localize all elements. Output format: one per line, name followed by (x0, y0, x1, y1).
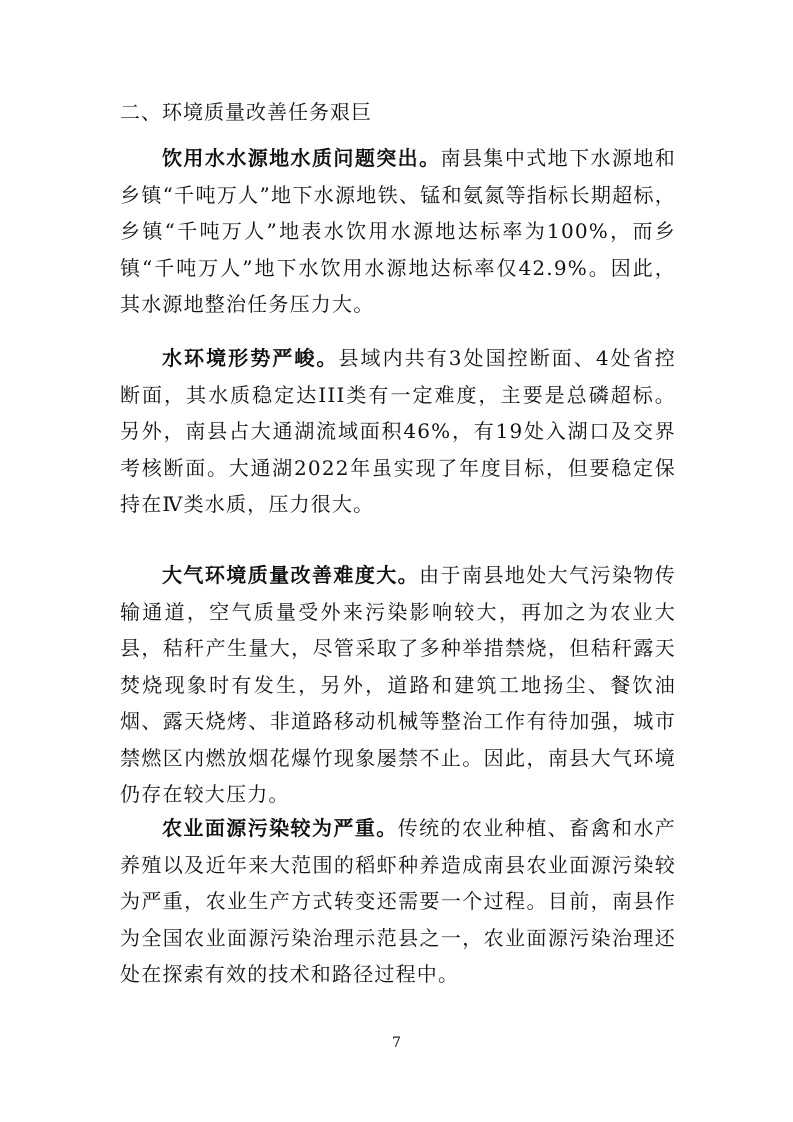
paragraph-agricultural-pollution (120, 810, 676, 993)
paragraph-lead: 农业面源污染较为严重。 (162, 816, 398, 840)
paragraph-lead: 水环境形势严峻。 (162, 346, 339, 370)
paragraph-body: 县域内共有3处国控断面、4处省控断面，其水质稳定达III类有一定难度，主要是总磷超标。另外，南县占大通湖流域面积46%，有19处入湖口及交界考核断面。大通湖2022年虽实现了年度目标，但要稳定保持在Ⅳ类水质，压力很大。 (120, 346, 676, 516)
paragraph-body: 传统的农业种植、畜禽和水产养殖以及近年来大范围的稻虾种养造成南县农业面源污染较为严重，农业生产方式转变还需要一个过程。目前，南县作为全国农业面源污染治理示范县之一，农业面源污染治理还处在探索有效的技术和路径过程中。 (120, 816, 676, 986)
paragraph-drinking-water (120, 140, 676, 323)
section-heading: 二、环境质量改善任务艰巨 (120, 100, 372, 124)
paragraph-lead: 大气环境质量改善难度大。 (162, 563, 420, 587)
paragraph-body: 由于南县地处大气污染物传输通道，空气质量受外来污染影响较大，再加之为农业大县，秸秆产生量大，尽管采取了多种举措禁烧，但秸秆露天焚烧现象时有发生，另外，道路和建筑工地扬尘、餐饮油烟、露天烧烤、非道路移动机械等整治工作有待加强，城市禁燃区内燃放烟花爆竹现象屡禁不止。因此，南县大气环境仍存在较大压力。 (120, 563, 676, 806)
paragraph-body: 南县集中式地下水源地和乡镇“千吨万人”地下水源地铁、锰和氨氮等指标长期超标，乡镇“千吨万人”地表水饮用水源地达标率为100%，而乡镇“千吨万人”地下水饮用水源地达标率仅42.9%。因此，其水源地整治任务压力大。 (120, 146, 677, 316)
page-number: 7 (392, 1035, 401, 1051)
paragraph-water-environment (120, 340, 676, 523)
paragraph-lead: 饮用水水源地水质问题突出。 (162, 146, 441, 170)
paragraph-air-quality (120, 557, 676, 813)
